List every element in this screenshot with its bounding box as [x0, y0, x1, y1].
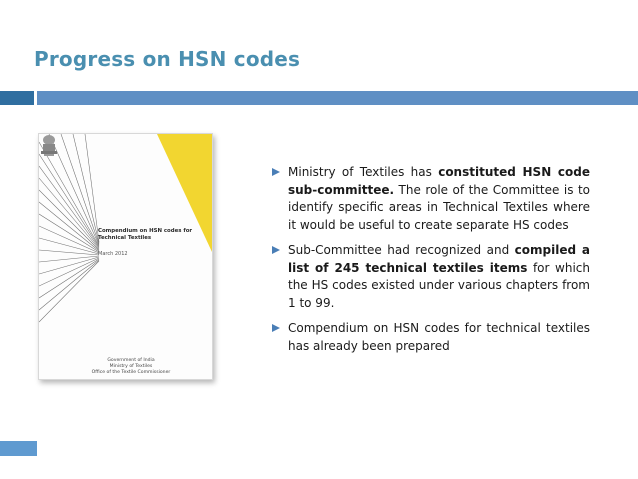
slide-title: Progress on HSN codes — [34, 47, 301, 71]
bullet-text-bold: constituted HSN code sub-committee. — [288, 165, 590, 197]
bullet-text-normal: The role of the Committee is to identify specific areas in Technical Textiles where it would be useful to create separate HS codes — [288, 182, 590, 232]
cover-government-text — [83, 358, 179, 376]
bullet-text-normal: Compendium on HSN codes for technical textiles has already been prepared — [288, 321, 590, 353]
bullet-text — [288, 242, 590, 312]
triangle-right-icon — [272, 246, 280, 254]
triangle-right-icon — [272, 324, 280, 332]
cover-title — [98, 228, 206, 242]
bullet-text — [288, 164, 590, 234]
bullet-text-bold: compiled a list of 245 technical textiles items — [288, 243, 590, 275]
bullet-item — [270, 164, 590, 234]
bullet-item — [270, 320, 590, 355]
header-band-right — [37, 91, 638, 105]
compendium-cover-image — [38, 133, 213, 380]
cover-gov-line2: Ministry of Textiles — [109, 364, 153, 369]
triangle-right-icon — [272, 168, 280, 176]
header-band-left — [0, 91, 34, 105]
footer-accent-bar — [0, 441, 37, 456]
bullet-text-normal: Sub-Committee had recognized and — [288, 243, 515, 257]
cover-date: March 2012 — [98, 251, 128, 257]
bullet-text-normal: Ministry of Textiles has — [288, 165, 439, 179]
cover-gov-line3: Office of the Textile Commissioner — [91, 370, 171, 375]
national-emblem-icon — [39, 134, 59, 158]
cover-gov-line1: Government of India — [107, 358, 155, 363]
bullet-text-normal: for which the HS codes existed under various chapters from 1 to 99. — [288, 260, 591, 310]
bullet-text — [288, 320, 590, 355]
bullet-list — [270, 164, 590, 363]
bullet-item — [270, 242, 590, 312]
cover-title-line1: Compendium on HSN codes for — [98, 228, 193, 234]
cover-title-line2: Technical Textiles — [98, 235, 152, 241]
